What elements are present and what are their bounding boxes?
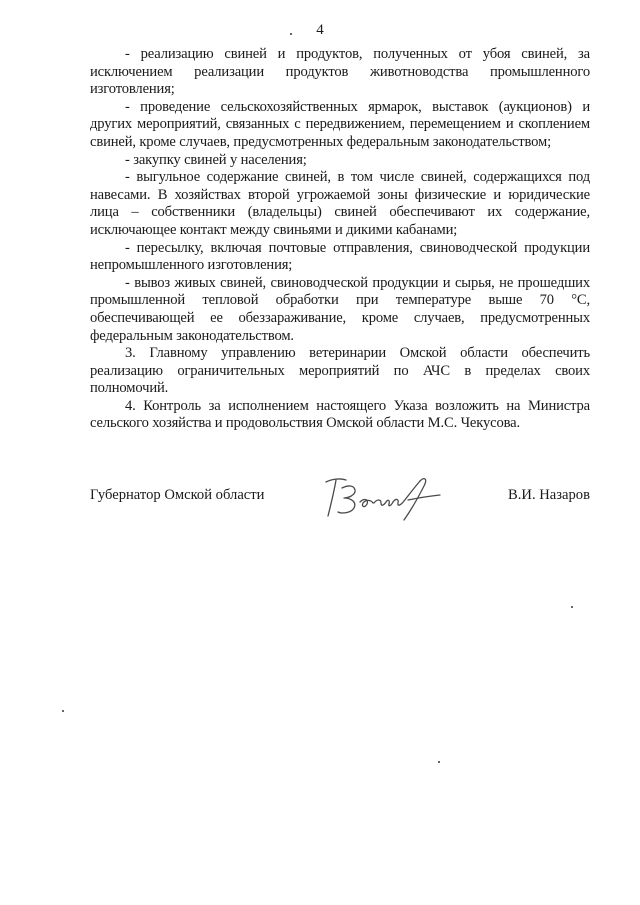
paragraph-sale-restriction: - реализацию свиней и продуктов, полученных от убоя свиней, за исключением реализации продуктов животноводства промышленного изготовления;: [90, 46, 590, 98]
paragraph-fairs-restriction: - проведение сельскохозяйственных ярмарок, выставок (аукционов) и других мероприятий, связанных с передвижением, перемещением и скоплением свиней, кроме случаев, предусмотренных федеральным законодательством;: [90, 98, 590, 150]
handwritten-signature: [318, 472, 458, 524]
scan-speck: [438, 761, 440, 763]
signature-block: [90, 482, 590, 532]
page-number: 4: [316, 22, 324, 38]
scan-speck: [290, 33, 292, 35]
paragraph-export-restriction: - вывоз живых свиней, свиноводческой продукции и сырья, не прошедших промышленной тепловой обработки при температуре выше 70 °С, обеспечивающей ее обеззараживание, кроме случаев, предусмотренных федеральным законодательством.: [90, 274, 590, 344]
paragraph-shipping-restriction: - пересылку, включая почтовые отправления, свиноводческой продукции непромышленного изготовления;: [90, 239, 590, 274]
paragraph-free-range-restriction: - выгульное содержание свиней, в том числе свиней, содержащихся под навесами. В хозяйствах второй угрожаемой зоны физические и юридические лица – собственники (владельцы) свиней обеспечивают их содержание, исключающее контакт между свиньями и дикими кабанами;: [90, 169, 590, 238]
paragraph-purchase-restriction: - закупку свиней у населения;: [125, 151, 307, 168]
document-body: [90, 46, 590, 433]
paragraph-item-4: 4. Контроль за исполнением настоящего Указа возложить на Министра сельского хозяйства и продовольствия Омской области М.С. Чекусова.: [90, 397, 590, 432]
signatory-name: В.И. Назаров: [508, 487, 590, 503]
paragraph-item-3: 3. Главному управлению ветеринарии Омской области обеспечить реализацию ограничительных мероприятий по АЧС в пределах своих полномочий.: [90, 345, 590, 397]
scan-speck: [571, 606, 573, 608]
scan-speck: [62, 710, 64, 712]
signatory-title: Губернатор Омской области: [90, 487, 265, 503]
